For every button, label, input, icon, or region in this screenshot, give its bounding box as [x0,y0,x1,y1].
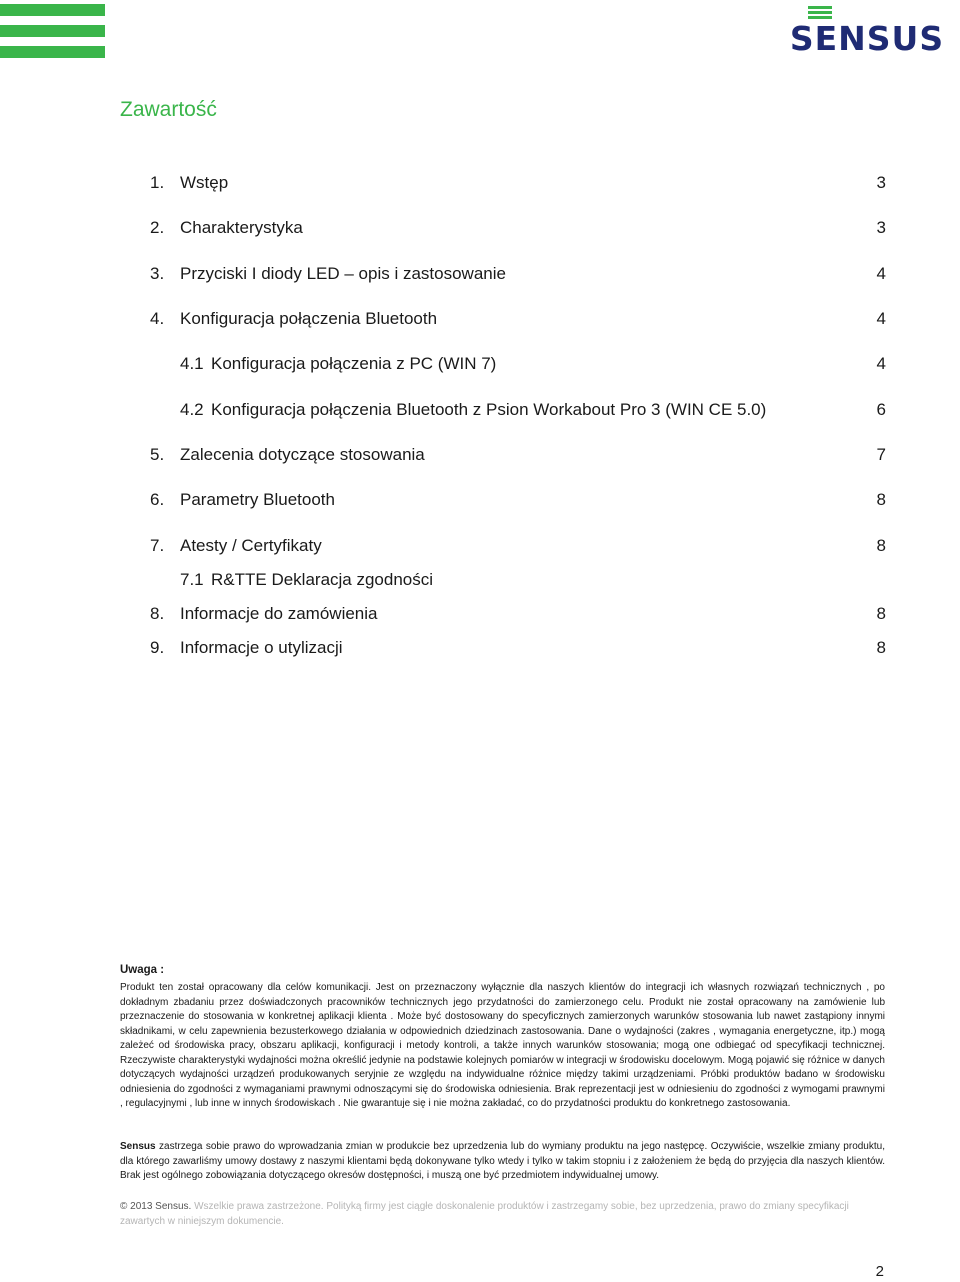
toc-entry-number: 4. [150,309,165,328]
notice-title: Uwaga : [120,964,165,976]
toc-entry-title: Konfiguracja połączenia z PC (WIN 7) [211,354,497,373]
reservation-paragraph [120,1140,885,1184]
copyright-text: Wszelkie prawa zastrzeżone. Polityką firmy jest ciągłe doskonalenie produktów i zastrzegamy sobie, bez uprzedzenia, prawo do zmiany specyfikacji zawartych w niniejszym dokumencie. [120,1201,849,1227]
toc-entry-page: 3 [876,218,886,237]
toc-entry-page: 8 [876,490,886,509]
toc-entry-title: Zalecenia dotyczące stosowania [180,445,425,464]
footer-copyright [120,1199,860,1229]
toc-entry-title: Konfiguracja połączenia Bluetooth [180,309,438,328]
toc-entry[interactable] [0,262,960,286]
toc-entry-page: 4 [876,354,886,373]
toc-entry-number: 7.1 [180,570,204,589]
toc-entry-title: Atesty / Certyfikaty [180,536,322,555]
toc-entry[interactable] [0,216,960,240]
toc-entry-title: R&TTE Deklaracja zgodności [211,570,434,589]
toc-entry-number: 1. [150,173,165,192]
page-title: Zawartość [120,98,217,121]
reservation-lead: Sensus [120,1141,156,1152]
toc-entry-number: 2. [150,218,165,237]
toc-entry-number: 4.1 [180,354,204,373]
toc-entry-title: Parametry Bluetooth [180,490,335,509]
toc-entry-page: 6 [876,400,886,419]
toc-entry-page: 7 [876,445,886,464]
toc-entry-page: 8 [876,604,886,623]
toc-entry-page: 4 [876,264,886,283]
toc-entry[interactable] [0,398,960,422]
toc-entry[interactable] [0,171,960,195]
toc-entry[interactable] [0,488,960,512]
toc-entry-page: 3 [876,173,886,192]
toc-entry-title: Informacje do zamówienia [180,604,378,623]
logo-wordmark: SENSUS [789,19,945,58]
toc-entry-number: 9. [150,638,165,657]
reservation-body: zastrzega sobie prawo do wprowadzania zmian w produkcie bez uprzedzenia lub do wymiany produktu na jego następcę. Oczywiście, wszelkie zmiany produktu, dla którego zawarliśmy umowy dostawy z naszymi klientami będą dokonywane tylko wtedy i tylko w takim stopniu i z założeniem że będą do przyjęcia dla naszych klientów. Brak jest ogólnego zobowiązania dotyczącego okresów dostępności, i muszą one być przedmiotem indywidualnej umowy. [120,1141,885,1181]
toc-entry-page: 8 [876,638,886,657]
toc-entry-number: 7. [150,536,165,555]
notice-body: Produkt ten został opracowany dla celów komunikacji. Jest on przeznaczony wyłącznie dla naszych klientów do integracji ich własnych rozwiązań technicznych , po dokładnym zbadaniu przez doświadczonych pracowników technicznych jego przydatności do zamierzonego celu. Produkt nie został opracowany na zamówienie lub przeznaczenie do stosowania w konkretnej aplikacji klienta . Może być dostosowany do specyficznych zamierzonych warunków stosowania lub nawet zastąpiony innymi składnikami, w celu zapewnienia bezusterkowego działania w odpowiednich dziedzinach zastosowania. Dane o wydajności (zakres , wymagania energetyczne, itp.) mogą zależeć od środowiska pracy, obszaru aplikacji, konfiguracji i metody kontroli, a także innych warunków stosowania; mogą one odbiegać od specyfikacji technicznej. Rzeczywiste charakterystyki wydajności można określić jedynie na podstawie kolejnych pomiarów w integracji w środowisku docelowym. Mogą pojawić się różnice w danych dotyczących wydajności urządzeń produkowanych seryjnie ze względu na indywidualne różnice między takimi urządzeniami. Próbki produktów badano w środowisku odniesienia do zgodności z wymaganiami prawnymi odnoszącymi się do środowiska odniesienia. Brak reprezentacji jest w odniesieniu do zgodności z wymogami prawnymi , regulacyjnymi , lub inne w innych środowiskach . Nie gwarantuje się i nie można zakładać, co do przydatności produktu do konkretnego zastosowania. [120,982,885,1109]
toc-entry[interactable] [0,534,960,558]
toc-entry-page: 4 [876,309,886,328]
toc-entry[interactable] [0,443,960,467]
toc-entry-number: 4.2 [180,400,204,419]
toc-entry[interactable] [0,602,960,626]
toc-entry[interactable] [0,636,960,660]
sensus-logo [778,6,956,58]
toc-entry-title: Wstęp [180,173,229,192]
toc-entry-title: Informacje o utylizacji [180,638,343,657]
toc-entry-number: 3. [150,264,165,283]
page-number: 2 [875,1263,884,1280]
header-stripes-decoration [0,4,105,67]
toc-entry-title: Przyciski I diody LED – opis i zastosowanie [180,264,506,283]
copyright-lead: © 2013 Sensus. [120,1201,192,1212]
toc-entry[interactable] [0,352,960,376]
toc-entry-title: Konfiguracja połączenia Bluetooth z Psion Workabout Pro 3 (WIN CE 5.0) [211,400,767,419]
toc-entry[interactable] [0,307,960,331]
toc-entry-number: 6. [150,490,165,509]
toc-entry-page: 8 [876,536,886,555]
toc-entry-title: Charakterystyka [180,218,303,237]
toc-entry-number: 5. [150,445,165,464]
toc-entry-number: 8. [150,604,165,623]
toc-entry[interactable] [0,568,960,592]
